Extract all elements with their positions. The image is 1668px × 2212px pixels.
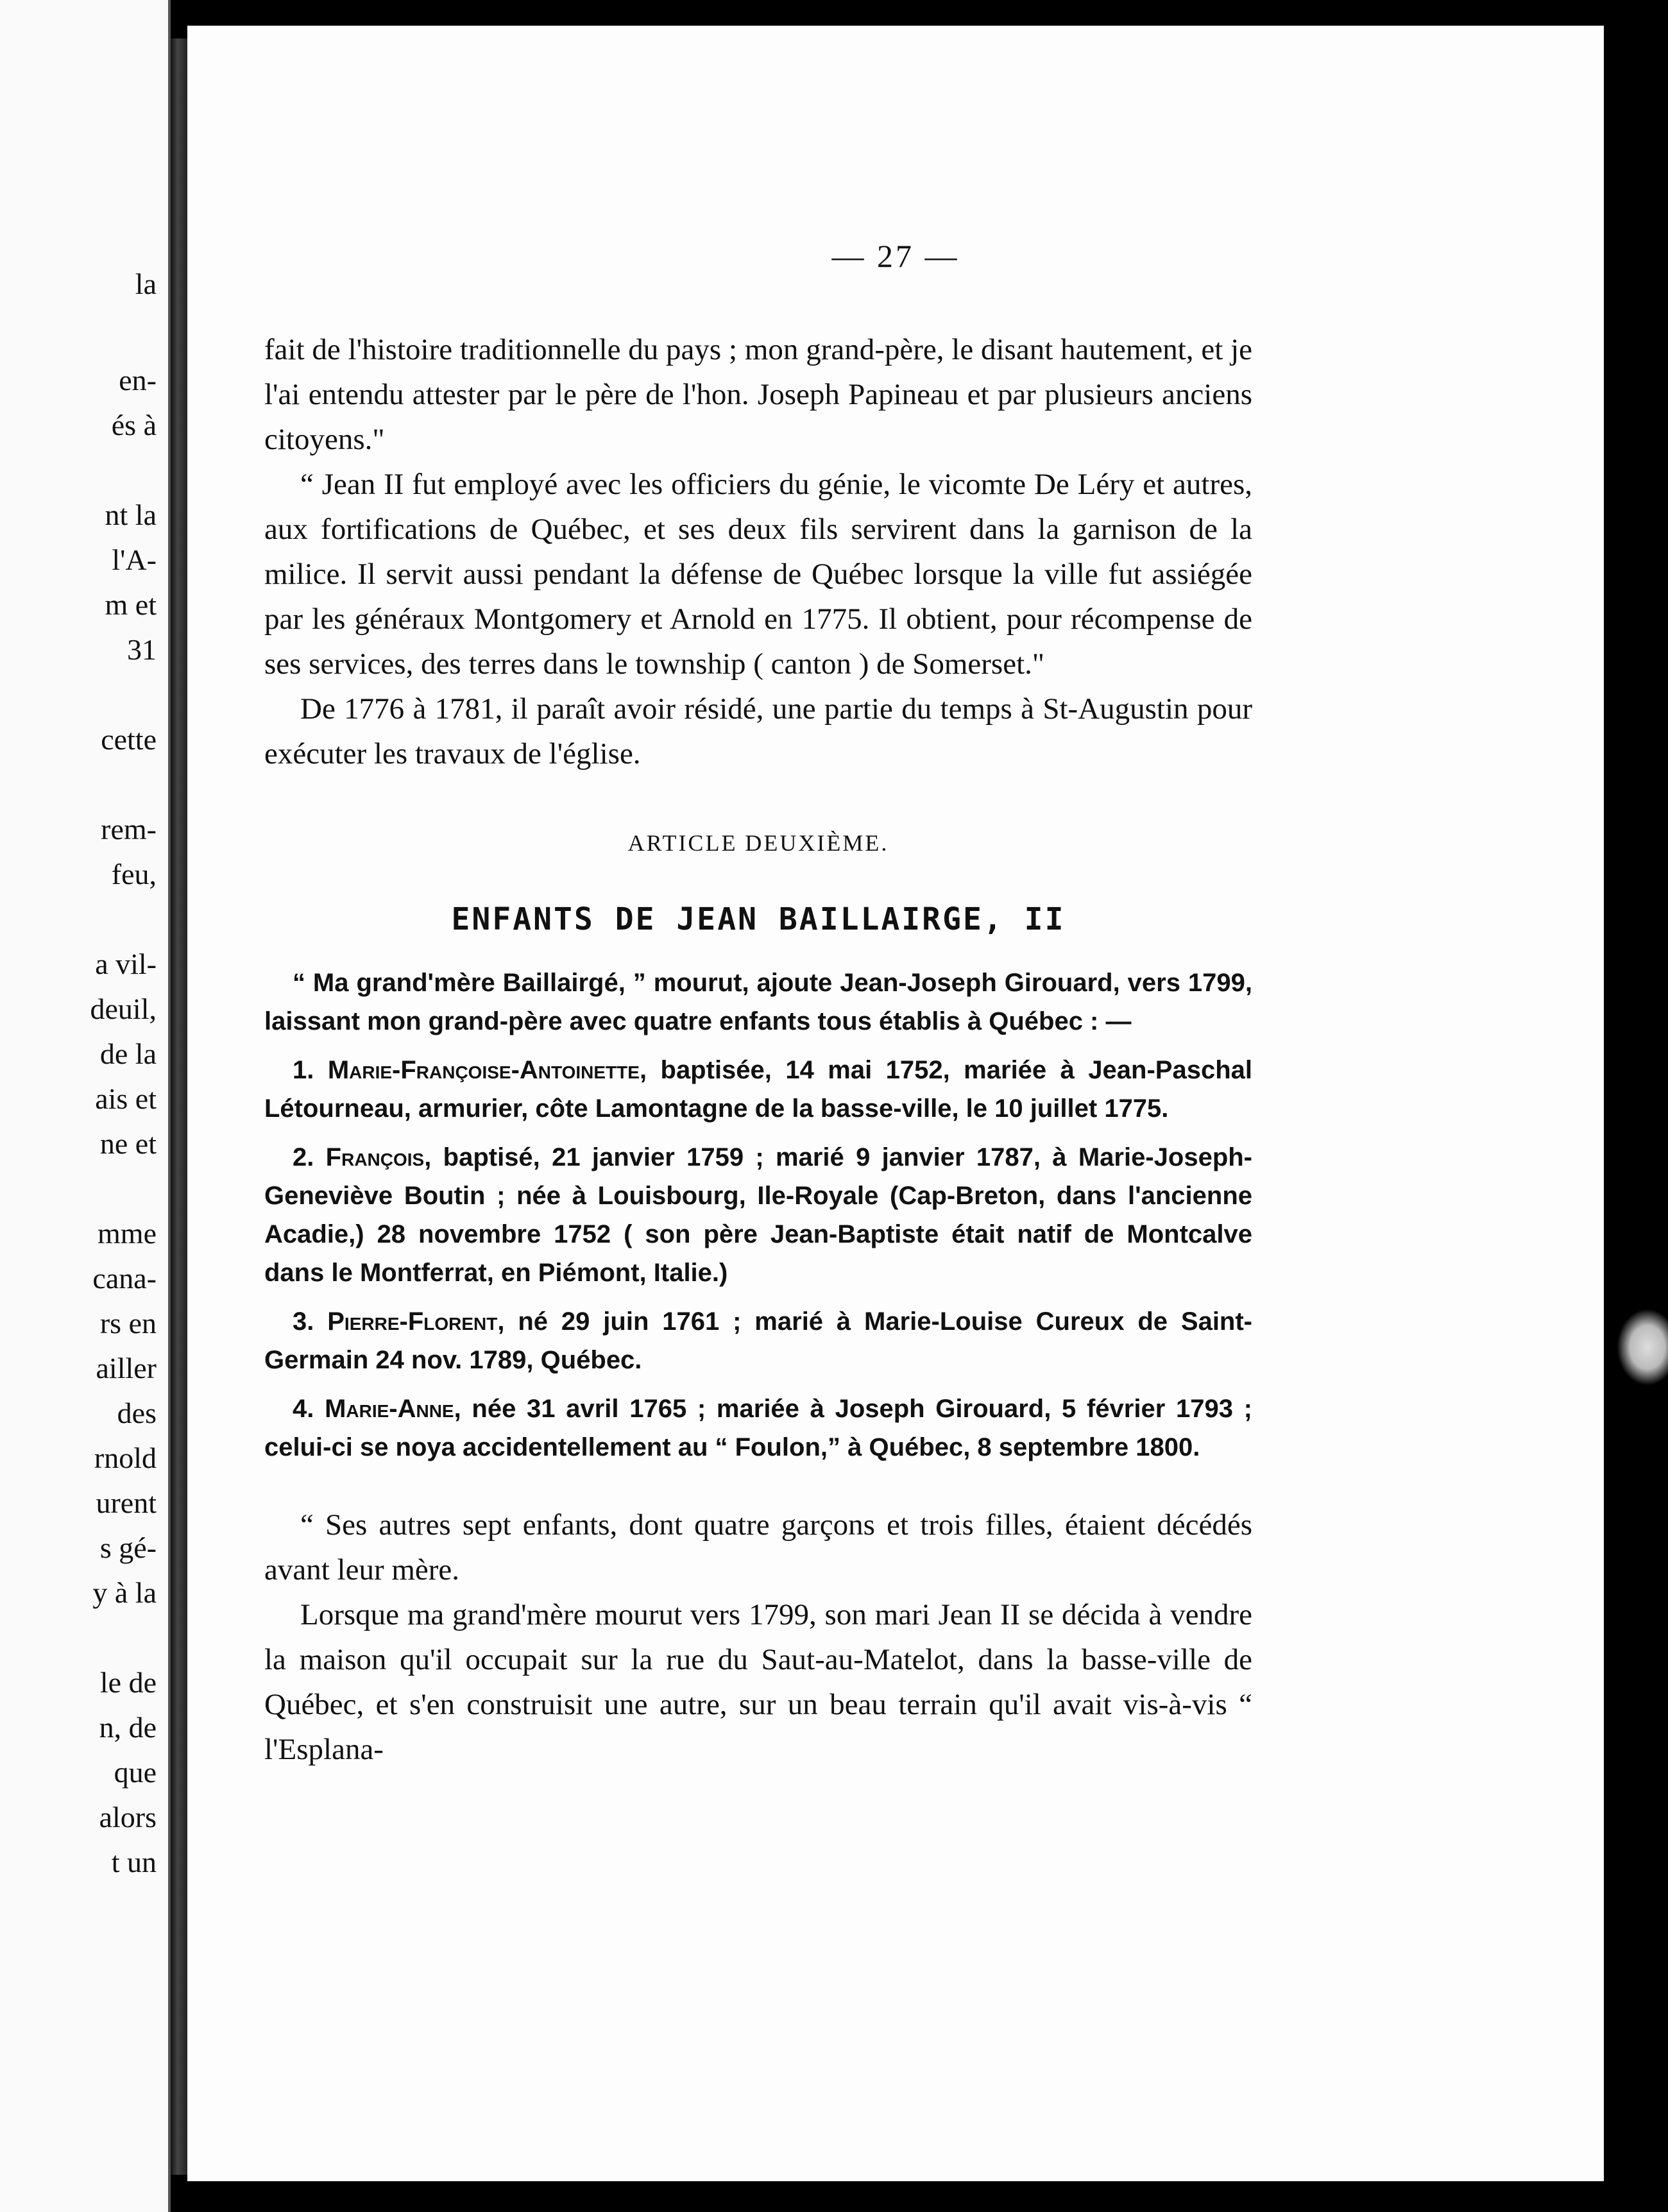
- left-page-line: le de: [99, 1666, 157, 1699]
- left-page-line: m et: [105, 588, 157, 621]
- left-page-line: 31: [127, 633, 157, 666]
- section-heading: ENFANTS DE JEAN BAILLAIRGE, II: [451, 901, 1066, 937]
- left-page-line: la: [135, 268, 157, 300]
- list-item: [264, 1138, 1252, 1292]
- entry-text: né 29 juin 1761 ; marié à Marie-Louise Cureux de Saint-Germain 24 nov. 1789, Québec.: [264, 1307, 1253, 1374]
- left-page-line: alors: [99, 1801, 157, 1833]
- left-page-line: des: [117, 1397, 157, 1429]
- entry-text: baptisé, 21 janvier 1759 ; marié 9 janvier 1787, à Marie-Joseph-Geneviève Boutin ; née à Louisbourg, Ile-Royale (Cap-Breton, dans l'ancienne Acadie,) 28 novembre 1752 ( son père Jean-Baptiste était natif de Montcalve dans le Montferrat, en Piémont, Italie.): [264, 1143, 1253, 1287]
- entry-name: Marie-Anne,: [325, 1395, 461, 1423]
- left-page-line: ais et: [95, 1082, 157, 1115]
- left-page-line: n, de: [99, 1711, 157, 1744]
- left-page-line: de la: [99, 1037, 157, 1070]
- page-body: [264, 327, 1252, 1772]
- left-page-line: nt la: [105, 498, 157, 531]
- entry-number: 1.: [293, 1056, 314, 1084]
- paper-tear: [1617, 1309, 1668, 1386]
- left-page-line: y à la: [92, 1576, 157, 1609]
- entry-number: 3.: [293, 1307, 314, 1336]
- scan-border: [1604, 0, 1668, 2212]
- left-page-line: rs en: [99, 1307, 157, 1340]
- left-page-line: l'A-: [112, 543, 157, 576]
- left-page-fragment: [0, 0, 171, 2212]
- left-page-line: en-: [119, 364, 157, 396]
- list-item: [264, 1051, 1252, 1128]
- entry-number: 4.: [293, 1395, 314, 1423]
- paragraph-3: De 1776 à 1781, il paraît avoir résidé, une partie du temps à St-Augustin pour exécuter les travaux de l'église.: [264, 692, 1252, 770]
- page-number: — 27 —: [831, 238, 960, 274]
- children-intro: “ Ma grand'mère Baillairgé, ” mourut, ajoute Jean-Joseph Girouard, vers 1799, laissant mon grand-père avec quatre enfants tous établis à Québec : —: [264, 969, 1252, 1035]
- left-page-line: rem-: [101, 813, 157, 846]
- entry-name: Pierre-Florent,: [327, 1307, 505, 1336]
- left-page-line: t un: [111, 1846, 157, 1878]
- left-page-line: és à: [111, 409, 157, 441]
- entry-text: baptisée, 14 mai 1752, mariée à Jean-Paschal Létourneau, armurier, côte Lamontagne de la basse-ville, le 10 juillet 1775.: [264, 1056, 1252, 1123]
- paragraph-2: “ Jean II fut employé avec les officiers du génie, le vicomte De Léry et autres, aux fortifications de Québec, et ses deux fils servirent dans la garnison de la milice. Il servit aussi pendant la défense de Québec lorsque la ville fut assiégée par les généraux Montgomery et Arnold en 1775. Il obtient, pour récompense de ses services, des terres dans le township ( canton ) de Somerset.": [264, 468, 1252, 681]
- paragraph-5: Lorsque ma grand'mère mourut vers 1799, son mari Jean II se décida à vendre la maison qu'il occupait sur la rue du Saut-au-Matelot, dans la basse-ville de Québec, et s'en construisit une autre, sur un beau terrain qu'il avait vis-à-vis “ l'Esplana-: [264, 1598, 1252, 1766]
- entry-text: née 31 avril 1765 ; mariée à Joseph Girouard, 5 février 1793 ; celui-ci se noya accidentellement au “ Foulon,” à Québec, 8 septembre 1800.: [264, 1395, 1252, 1461]
- article-label: ARTICLE DEUXIÈME.: [627, 830, 889, 856]
- left-page-line: ne et: [99, 1127, 157, 1160]
- left-page-line: mme: [98, 1217, 157, 1250]
- left-page-line: feu,: [111, 858, 157, 890]
- left-page-line: deuil,: [90, 992, 157, 1025]
- children-list: [264, 964, 1252, 1467]
- left-page-line: que: [114, 1756, 157, 1789]
- left-page-line: ailler: [96, 1352, 157, 1384]
- closing-text: [264, 1502, 1252, 1772]
- left-page-line: urent: [96, 1486, 157, 1519]
- left-page-line: rnold: [94, 1442, 157, 1474]
- list-item: [264, 1390, 1252, 1467]
- paragraph-1: fait de l'histoire traditionnelle du pays ; mon grand-père, le disant hautement, et je l'ai entendu attester par le père de l'hon. Joseph Papineau et par plusieurs anciens citoyens.": [264, 333, 1252, 456]
- document-page: [187, 26, 1604, 2181]
- left-page-line: a vil-: [95, 948, 157, 980]
- left-page-line: cana-: [92, 1262, 157, 1295]
- entry-number: 2.: [293, 1143, 314, 1171]
- left-page-line: cette: [101, 723, 157, 756]
- left-page-line: s gé-: [99, 1531, 157, 1564]
- page-gutter: [171, 38, 187, 2175]
- list-item: [264, 1302, 1252, 1379]
- entry-name: François,: [325, 1143, 432, 1171]
- paragraph-4: “ Ses autres sept enfants, dont quatre garçons et trois filles, étaient décédés avant leur mère.: [264, 1508, 1252, 1587]
- entry-name: Marie-Françoise-Antoinette,: [327, 1056, 647, 1084]
